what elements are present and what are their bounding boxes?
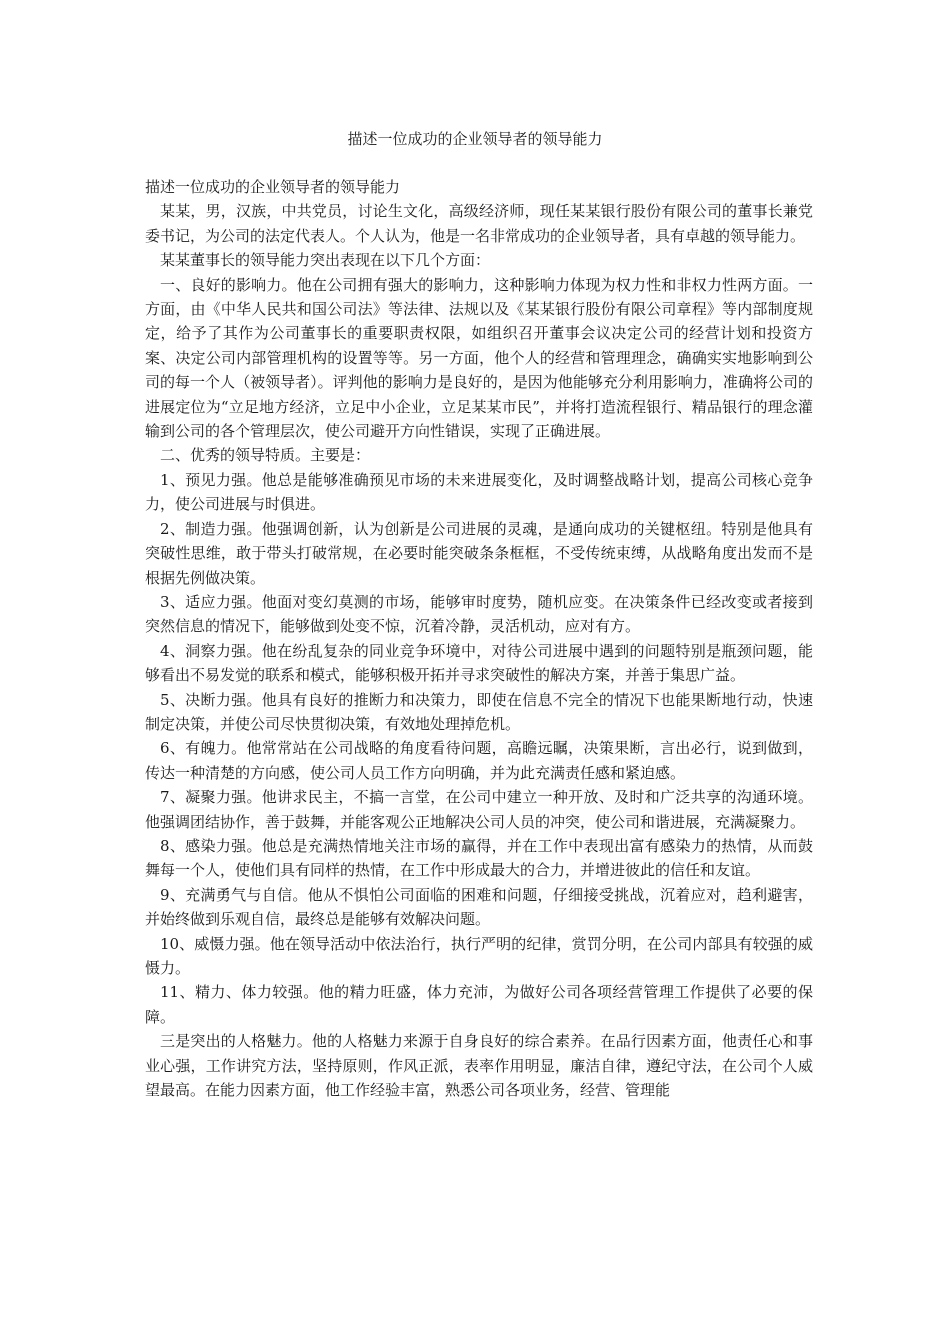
paragraph-charisma: 三是突出的人格魅力。他的人格魅力来源于自身良好的综合素养。在品行因素方面，他责任心和事业心强，工作讲究方法，坚持原则，作风正派，表率作用明显，廉洁自律，遵纪守法，在公司个人威望最高。在能力因素方面，他工作经验丰富，熟悉公司各项业务，经营、管理能: [145, 1032, 813, 1100]
list-item: 5、决断力强。他具有良好的推断力和决策力，即使在信息不完全的情况下也能果断地行动，快速制定决策，并使公司尽快贯彻决策，有效地处理掉危机。: [145, 690, 813, 733]
list-item: 9、充满勇气与自信。他从不惧怕公司面临的困难和问题，仔细接受挑战，沉着应对，趋利避害，并始终做到乐观自信，最终总是能够有效解决问题。: [145, 885, 813, 929]
paragraph-overview: 某某董事长的领导能力突出表现在以下几个方面：: [160, 251, 491, 270]
list-item: 7、凝聚力强。他讲求民主，不搞一言堂，在公司中建立一种开放、及时和广泛共享的沟通环境。他强调团结协作，善于鼓舞，并能客观公正地解决公司人员的冲突，使公司和谐进展，充满凝聚力。: [145, 788, 813, 831]
list-item: 10、威慑力强。他在领导活动中依法治行，执行严明的纪律，赏罚分明，在公司内部具有较强的威慑力。: [145, 934, 813, 977]
list-item: 8、感染力强。他总是充满热情地关注市场的赢得，并在工作中表现出富有感染力的热情，从而鼓舞每一个人，使他们具有同样的热情，在工作中形成最大的合力，并增进彼此的信任和友谊。: [145, 836, 813, 880]
page-title: 描述一位成功的企业领导者的领导能力: [347, 130, 603, 148]
list-item: 3、适应力强。他面对变幻莫测的市场，能够审时度势，随机应变。在决策条件已经改变或者接到突然信息的情况下，能够做到处变不惊，沉着冷静，灵活机动，应对有方。: [145, 592, 813, 636]
paragraph-traits-heading: 二、优秀的领导特质。主要是：: [160, 446, 371, 465]
list-item: 2、制造力强。他强调创新，认为创新是公司进展的灵魂，是通向成功的关键枢纽。特别是他具有突破性思维，敢于带头打破常规，在必要时能突破条条框框，不受传统束缚，从战略角度出发而不是根据先例做决策。: [145, 519, 813, 587]
list-item: 6、有魄力。他常常站在公司战略的角度看待问题，高瞻远瞩，决策果断，言出必行，说到做到，传达一种清楚的方向感，使公司人员工作方向明确，并为此充满责任感和紧迫感。: [145, 739, 813, 782]
paragraph-intro: 某某，男，汉族，中共党员，讨论生文化，高级经济师，现任某某银行股份有限公司的董事长兼党委书记，为公司的法定代表人。个人认为，他是一名非常成功的企业领导者，具有卓越的领导能力。: [145, 202, 813, 245]
list-item: 1、预见力强。他总是能够准确预见市场的未来进展变化，及时调整战略计划，提高公司核心竞争力，使公司进展与时俱进。: [145, 470, 813, 514]
section-heading: 描述一位成功的企业领导者的领导能力: [145, 178, 401, 196]
document-body: [145, 175, 813, 1102]
list-item: 11、精力、体力较强。他的精力旺盛，体力充沛，为做好公司各项经营管理工作提供了必要的保障。: [145, 983, 813, 1026]
list-item: 4、洞察力强。他在纷乱复杂的同业竞争环境中，对待公司进展中遇到的问题特别是瓶颈问题，能够看出不易发觉的联系和模式，能够积极开拓并寻求突破性的解决方案，并善于集思广益。: [145, 641, 813, 685]
paragraph-influence: 一、良好的影响力。他在公司拥有强大的影响力，这种影响力体现为权力性和非权力性两方面。一方面，由《中华人民共和国公司法》等法律、法规以及《某某银行股份有限公司章程》等内部制度规定，给予了其作为公司董事长的重要职责权限，如组织召开董事会议决定公司的经营计划和投资方案、决定公司内部管理机构的设置等等。另一方面，他个人的经营和管理理念，确确实实地影响到公司的每一个人（被领导者）。评判他的影响力是良好的，是因为他能够充分利用影响力，准确将公司的进展定位为“立足地方经济，立足中小企业，立足某某市民”，并将打造流程银行、精品银行的理念灌输到公司的各个管理层次，使公司避开方向性错误，实现了正确进展。: [145, 275, 813, 441]
